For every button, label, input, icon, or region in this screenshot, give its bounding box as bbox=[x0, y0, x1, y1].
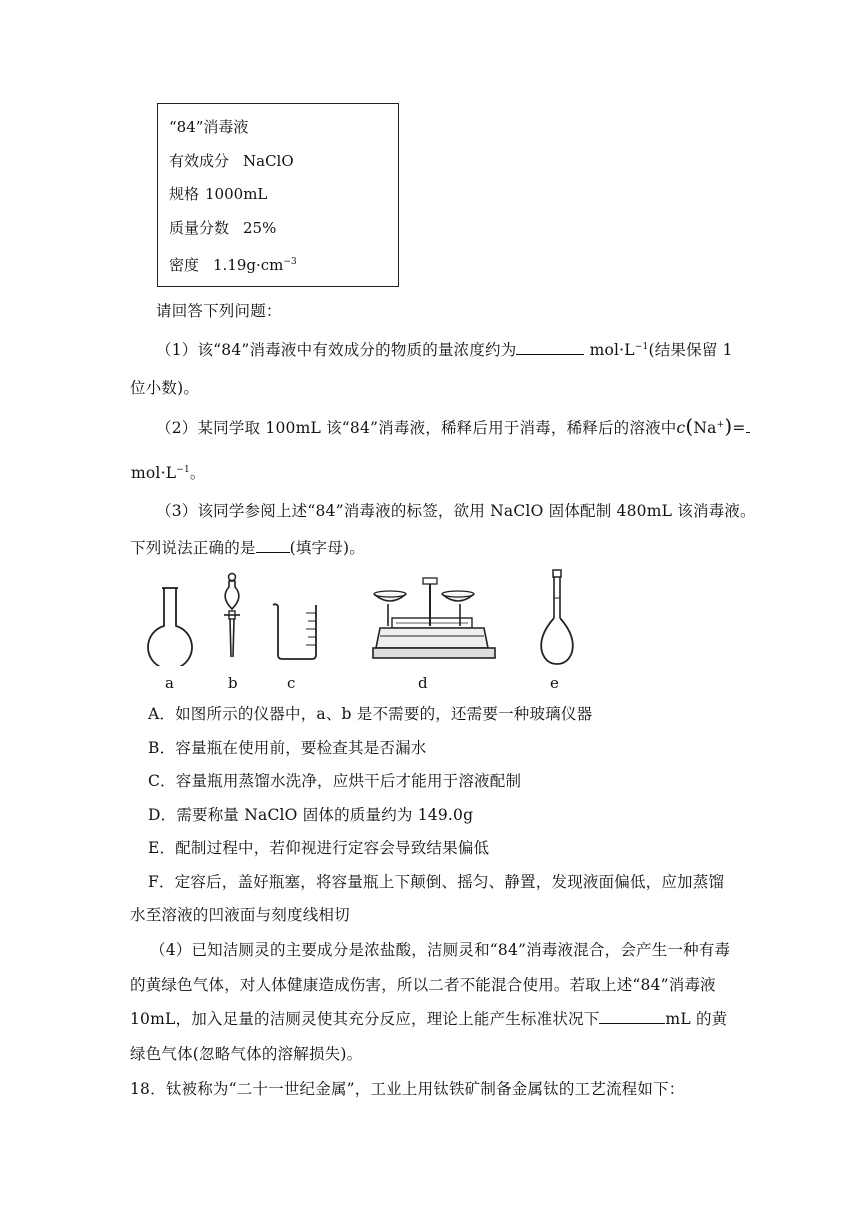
q2-ion: Na bbox=[693, 419, 717, 437]
q2-paren-left: ( bbox=[685, 414, 694, 438]
apparatus-label-a: a bbox=[165, 674, 174, 692]
q4-line-3-b: mL 的黄 bbox=[665, 1010, 728, 1028]
q3-answer-blank[interactable] bbox=[256, 538, 290, 553]
q4-answer-blank[interactable] bbox=[599, 1009, 665, 1024]
q1-text-c: 位小数)。 bbox=[130, 379, 200, 397]
option-c: C．容量瓶用蒸馏水洗净，应烘干后才能用于溶液配制 bbox=[148, 772, 522, 790]
label-spec-row bbox=[169, 183, 267, 204]
question-1-line-1 bbox=[156, 338, 733, 360]
q3-text-c: (填字母)。 bbox=[289, 539, 365, 557]
q1-text-b: (结果保留 1 bbox=[648, 341, 733, 359]
q4-line-4: 绿色气体(忽略气体的溶解损失)。 bbox=[130, 1045, 363, 1063]
q2-unit-exponent: −1 bbox=[176, 465, 190, 475]
option-f-line-1: F．定容后，盖好瓶塞，将容量瓶上下颠倒、摇匀、静置，发现液面偏低，应加蒸馏 bbox=[148, 873, 725, 891]
balance-scale-icon bbox=[370, 574, 498, 664]
q2-unit: mol·L bbox=[131, 464, 177, 482]
option-a: A．如图所示的仪器中，a、b 是不需要的，还需要一种玻璃仪器 bbox=[148, 705, 593, 723]
apparatus-label-b: b bbox=[228, 674, 238, 692]
q2-ion-charge: + bbox=[716, 420, 725, 430]
q2-end: 。 bbox=[189, 464, 206, 482]
option-d: D．需要称量 NaClO 固体的质量约为 149.0g bbox=[148, 806, 474, 824]
q1-answer-blank[interactable] bbox=[516, 340, 584, 355]
q4-line-3-a: 10mL，加入足量的洁厕灵使其充分反应，理论上能产生标准状况下 bbox=[130, 1010, 600, 1028]
intro-text: 请回答下列问题： bbox=[156, 302, 282, 320]
label-mass-fraction-key: 质量分数 bbox=[169, 219, 230, 237]
question-3-line-2 bbox=[130, 536, 365, 558]
round-bottom-flask-icon bbox=[144, 586, 196, 666]
label-density-value: 1.19g·cm bbox=[213, 256, 284, 274]
apparatus-label-d: d bbox=[418, 674, 428, 692]
q4-line-2: 的黄绿色气体，对人体健康造成伤害，所以二者不能混合使用。若取上述“84”消毒液 bbox=[130, 976, 716, 994]
apparatus-label-c: c bbox=[287, 674, 296, 692]
q4-line-1: （4）已知洁厕灵的主要成分是浓盐酸，洁厕灵和“84”消毒液混合，会产生一种有毒 bbox=[150, 941, 731, 959]
q1-unit: mol·L bbox=[589, 341, 635, 359]
label-mass-fraction-row bbox=[169, 217, 276, 238]
beaker-icon bbox=[270, 601, 322, 661]
option-e: E．配制过程中，若仰视进行定容会导致结果偏低 bbox=[148, 839, 490, 857]
label-density-key: 密度 bbox=[169, 256, 200, 274]
q2-equals: = bbox=[732, 419, 746, 437]
label-ingredient-value: NaClO bbox=[243, 152, 294, 170]
q2-formula-c: c bbox=[676, 419, 686, 437]
product-label-box bbox=[157, 103, 399, 287]
question-2-line-2 bbox=[131, 461, 206, 483]
q3-text-b: 下列说法正确的是 bbox=[130, 539, 256, 557]
label-ingredient-row bbox=[169, 150, 294, 171]
q2-paren-right: ) bbox=[724, 414, 733, 438]
q1-unit-exponent: −1 bbox=[634, 342, 649, 352]
q1-text-a: （1）该“84”消毒液中有效成分的物质的量浓度约为 bbox=[156, 341, 517, 359]
q2-text-a: （2）某同学取 100mL 该“84”消毒液，稀释后用于消毒，稀释后的溶液中 bbox=[156, 419, 677, 437]
label-product-name: “84”消毒液 bbox=[169, 118, 249, 136]
option-f-line-2: 水至溶液的凹液面与刻度线相切 bbox=[130, 906, 350, 924]
label-spec-value: 1000mL bbox=[205, 185, 268, 203]
label-density-row bbox=[169, 254, 297, 275]
label-spec-key: 规格 bbox=[169, 185, 200, 203]
question-18-text: 18．钛被称为“二十一世纪金属”，工业上用钛铁矿制备金属钛的工艺流程如下： bbox=[130, 1080, 685, 1098]
question-2-line-1 bbox=[156, 414, 750, 438]
label-ingredient-key: 有效成分 bbox=[169, 152, 230, 170]
option-b: B．容量瓶在使用前，要检查其是否漏水 bbox=[148, 739, 427, 757]
q3-text-a: （3）该同学参阅上述“84”消毒液的标签，欲用 NaClO 固体配制 480mL 该消毒液。 bbox=[156, 502, 756, 520]
volumetric-flask-icon bbox=[536, 568, 578, 666]
label-mass-fraction-value: 25% bbox=[243, 219, 277, 237]
q4-line-3 bbox=[130, 1007, 727, 1029]
separatory-funnel-icon bbox=[216, 571, 248, 661]
q2-answer-blank[interactable] bbox=[746, 418, 750, 433]
label-density-exponent: −3 bbox=[283, 257, 297, 267]
apparatus-label-e: e bbox=[550, 674, 559, 692]
